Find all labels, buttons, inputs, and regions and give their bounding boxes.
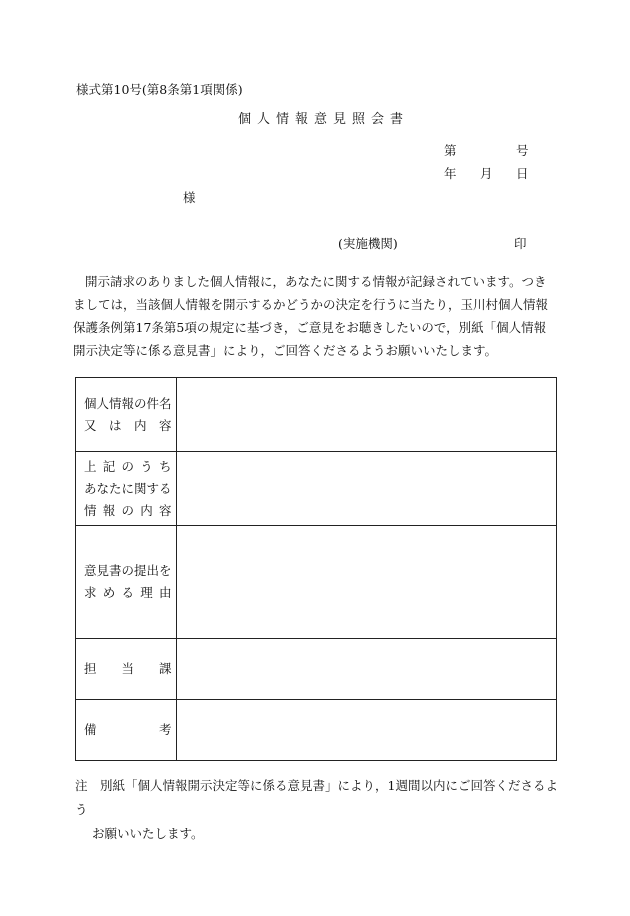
label-line: あなたに関する bbox=[84, 480, 172, 496]
row-label bbox=[76, 452, 177, 526]
row-value[interactable] bbox=[176, 378, 556, 452]
label-line: 又 は 内 容 bbox=[84, 417, 172, 433]
row-value[interactable] bbox=[176, 700, 556, 761]
table-row bbox=[76, 378, 557, 452]
doc-number-suffix: 号 bbox=[516, 143, 529, 158]
label-line: 担 当 課 bbox=[84, 661, 172, 676]
row-label bbox=[76, 639, 177, 700]
table-row bbox=[76, 639, 557, 700]
label-line: 個人情報の件名 bbox=[84, 395, 172, 411]
row-value[interactable] bbox=[176, 526, 556, 639]
footnote-line-2: お願いいたします。 bbox=[92, 826, 204, 841]
document-title: 個人情報意見照会書 bbox=[238, 112, 410, 127]
footnote bbox=[75, 774, 560, 846]
label-line: 意見書の提出を bbox=[84, 563, 172, 578]
table-row bbox=[76, 700, 557, 761]
row-value[interactable] bbox=[176, 639, 556, 700]
date-year: 年 bbox=[444, 166, 457, 181]
body-paragraph: 開示請求のありました個人情報に，あなたに関する情報が記録されています。つきましては，当該個人情報を開示するかどうかの決定を行うに当たり，玉川村個人情報保護条例第17条第5項の規定に基づき，ご意見をお聴きしたいので，別紙「個人情報開示決定等に係る意見書」により，ご回答くださるようお願いいたします。 bbox=[73, 274, 549, 358]
inquiry-form-table bbox=[75, 377, 557, 761]
row-label bbox=[76, 378, 177, 452]
form-number: 様式第10号(第8条第1項関係) bbox=[76, 82, 243, 97]
label-line: 情 報 の 内 容 bbox=[84, 502, 172, 518]
row-value[interactable] bbox=[176, 452, 556, 526]
row-label bbox=[76, 526, 177, 639]
label-line: 求 め る 理 由 bbox=[84, 585, 172, 600]
table-row bbox=[76, 526, 557, 639]
seal-mark: 印 bbox=[514, 236, 527, 251]
footnote-line-1: 注 別紙「個人情報開示決定等に係る意見書」により，1週間以内にご回答くださるよう bbox=[75, 778, 558, 817]
label-line: 備 考 bbox=[84, 722, 172, 737]
label-line: 上 記 の う ち bbox=[84, 458, 172, 474]
table-row bbox=[76, 452, 557, 526]
doc-number-prefix: 第 bbox=[444, 143, 457, 158]
row-label bbox=[76, 700, 177, 761]
date-day: 日 bbox=[516, 166, 529, 181]
addressee-suffix: 様 bbox=[183, 190, 196, 205]
issuer-label: (実施機関) bbox=[338, 236, 398, 251]
date-month: 月 bbox=[480, 166, 493, 181]
